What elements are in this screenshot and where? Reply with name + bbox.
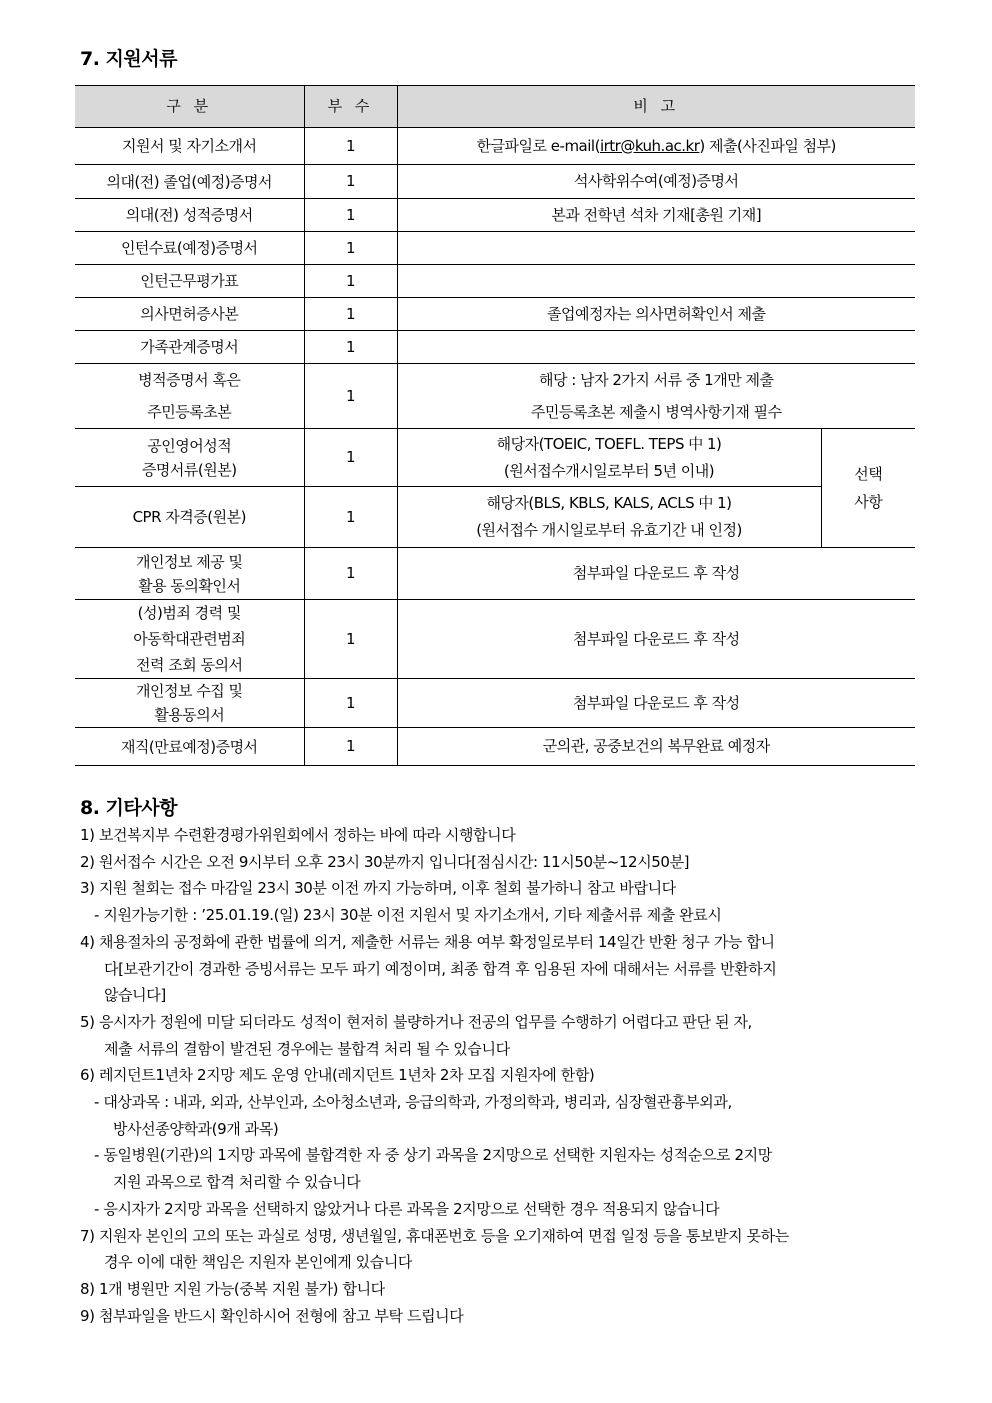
table-row [75,600,915,679]
document-name-line: 의대(전) 성적증명서 [125,206,253,224]
note-item: 6) 레지던트1년차 2지망 제도 운영 안내(레지던트 1년차 2차 모집 지원자에 한함) [80,1066,595,1085]
document-note [397,331,915,364]
document-count: 1 [304,679,397,728]
table-row [75,165,915,199]
note-line: 주민등록초본 제출시 병역사항기재 필수 [530,403,782,421]
document-note [397,128,915,165]
documents-table [75,85,915,766]
table-header-row [75,86,915,128]
document-name-line: 병적증명서 혹은 [138,371,241,389]
document-note [397,298,915,331]
document-name-line: CPR 자격증(원본) [132,508,246,526]
header-count: 부 수 [304,86,397,128]
section-7-title: 7. 지원서류 [80,48,177,70]
document-count: 1 [304,165,397,199]
note-line: 첨부파일 다운로드 후 작성 [572,564,740,582]
table-row [75,548,915,600]
document-name-line: 의대(전) 졸업(예정)증명서 [106,172,273,191]
document-name [75,232,304,265]
note-line: 군의관, 공중보건의 복무완료 예정자 [542,737,770,755]
table-row [75,429,915,487]
note-item: 7) 지원자 본인의 고의 또는 과실로 성명, 생년월일, 휴대폰번호 등을 오기재하여 면접 일정 등을 통보받지 못하는 [80,1226,789,1245]
note-line: 본과 전학년 석차 기재[총원 기재] [551,205,762,224]
document-name [75,679,304,728]
note-item: 제출 서류의 결함이 발견된 경우에는 불합격 처리 될 수 있습니다 [104,1039,510,1058]
note-line: 졸업예정자는 의사면허확인서 제출 [547,304,766,323]
document-count: 1 [304,128,397,165]
document-name-line: 활용동의서 [154,706,225,724]
note-line: 해당 : 남자 2가지 서류 중 1개만 제출 [539,371,774,389]
document-name-line: 개인정보 제공 및 [136,552,243,571]
document-count: 1 [304,232,397,265]
document-count: 1 [304,728,397,766]
document-name-line: 증명서류(원본) [141,460,237,479]
table-row [75,679,915,728]
note-item: 않습니다] [104,986,166,1005]
note-line: 해당자(BLS, KBLS, KALS, ACLS 中 1) [486,494,732,512]
document-name-line: 아동학대관련범죄 [133,630,246,648]
note-item: 2) 원서접수 시간은 오전 9시부터 오후 23시 30분까지 입니다[점심시간: 11시50분~12시50분] [80,852,690,871]
table-row [75,265,915,298]
header-category: 구 분 [75,86,304,128]
document-note [397,548,915,600]
document-note [397,728,915,766]
optional-label-line: 선택 [854,465,883,483]
document-name [75,548,304,600]
document-name [75,331,304,364]
document-note [397,165,915,199]
table-row [75,298,915,331]
document-name [75,199,304,232]
note-line: 해당자(TOEIC, TOEFL. TEPS 中 1) [496,434,722,453]
document-name [75,265,304,298]
note-line: 첨부파일 다운로드 후 작성 [572,693,740,712]
document-name [75,128,304,165]
table-row [75,728,915,766]
note-subitem: - 대상과목 : 내과, 외과, 산부인과, 소아청소년과, 응급의학과, 가정의학과, 병리과, 심장혈관흉부외과, [94,1093,732,1112]
document-name [75,600,304,679]
note-item: 방사선종양학과(9개 과목) [113,1119,279,1138]
email-link[interactable]: irtr@kuh.ac.kr [599,136,700,155]
document-note [397,487,821,548]
note-item: 5) 응시자가 정원에 미달 되더라도 성적이 현저히 불량하거나 전공의 업무를 수행하기 어렵다고 판단 된 자, [80,1012,752,1031]
document-name [75,429,304,487]
document-name-line: 전력 조회 동의서 [136,656,243,674]
document-note [397,265,915,298]
table-row [75,331,915,364]
note-line: (원서접수개시일로부터 5년 이내) [503,461,715,480]
section-8-title: 8. 기타사항 [80,797,177,819]
document-name-line: 개인정보 수집 및 [136,682,243,700]
table-row [75,364,915,429]
header-note: 비 고 [397,86,915,128]
document-name-line: 인턴수료(예정)증명서 [120,239,258,257]
document-count: 1 [304,548,397,600]
note-item: 4) 채용절차의 공정화에 관한 법률에 의거, 제출한 서류는 채용 여부 확정일로부터 14일간 반환 청구 가능 합니 [80,932,775,951]
table-row [75,487,915,548]
document-note [397,232,915,265]
document-name-line: 가족관계증명서 [140,338,239,356]
document-note [397,199,915,232]
note-text: ) 제출(사진파일 첨부) [699,136,836,155]
note-item: 3) 지원 철회는 접수 마감일 23시 30분 이전 까지 가능하며, 이후 철회 불가하니 참고 바랍니다 [80,879,676,898]
document-name [75,487,304,548]
document-count: 1 [304,298,397,331]
document-name [75,165,304,199]
note-item: 다[보관기간이 경과한 증빙서류는 모두 파기 예정이며, 최종 합격 후 임용된 자에 대해서는 서류를 반환하지 [104,959,777,978]
document-name-line: 주민등록초본 [147,403,232,421]
document-name-line: 의사면허증사본 [140,305,239,323]
document-name [75,364,304,429]
document-count: 1 [304,487,397,548]
document-name-line: 공인영어성적 [147,436,232,455]
document-name-line: 인턴근무평가표 [140,272,239,290]
document-name-line: (성)범죄 경력 및 [137,604,241,622]
document-note [397,364,915,429]
note-item: 8) 1개 병원만 지원 가능(중복 지원 불가) 합니다 [80,1279,385,1298]
document-name-line: 지원서 및 자기소개서 [122,137,257,155]
optional-label-line: 사항 [854,493,883,511]
document-name-line: 재직(만료예정)증명서 [120,737,258,756]
note-line: 석사학위수여(예정)증명서 [573,172,739,190]
note-item: 지원 과목으로 합격 처리할 수 있습니다 [113,1173,361,1192]
document-note [397,600,915,679]
note-line: (원서접수 개시일로부터 유효기간 내 인정) [476,521,742,539]
document-count: 1 [304,199,397,232]
note-subitem: - 지원가능기한 : ’25.01.19.(일) 23시 30분 이전 지원서 및 자기소개서, 기타 제출서류 제출 완료시 [94,906,722,925]
document-note [397,429,821,487]
table-row [75,232,915,265]
document-count: 1 [304,364,397,429]
note-subitem: - 동일병원(기관)의 1지망 과목에 불합격한 자 중 상기 과목을 2지망으로 선택한 지원자는 성적순으로 2지망 [94,1146,772,1165]
document-count: 1 [304,331,397,364]
table-row [75,128,915,165]
document-name-line: 활용 동의확인서 [138,576,241,595]
table-row [75,199,915,232]
document-count: 1 [304,600,397,679]
note-text: 한글파일로 e-mail( [476,136,600,155]
note-line: 첨부파일 다운로드 후 작성 [572,629,740,648]
note-item: 9) 첨부파일을 반드시 확인하시어 전형에 참고 부탁 드립니다 [80,1306,464,1325]
document-count: 1 [304,265,397,298]
document-count: 1 [304,429,397,487]
document-note [397,679,915,728]
note-item: 1) 보건복지부 수련환경평가위원회에서 정하는 바에 따라 시행합니다 [80,826,516,844]
note-subitem: - 응시자가 2지망 과목을 선택하지 않았거나 다른 과목을 2지망으로 선택한 경우 적용되지 않습니다 [94,1199,720,1218]
note-item: 경우 이에 대한 책임은 지원자 본인에게 있습니다 [104,1253,413,1272]
document-name [75,728,304,766]
optional-label [821,429,915,548]
notes-list [80,822,925,1329]
document-name [75,298,304,331]
